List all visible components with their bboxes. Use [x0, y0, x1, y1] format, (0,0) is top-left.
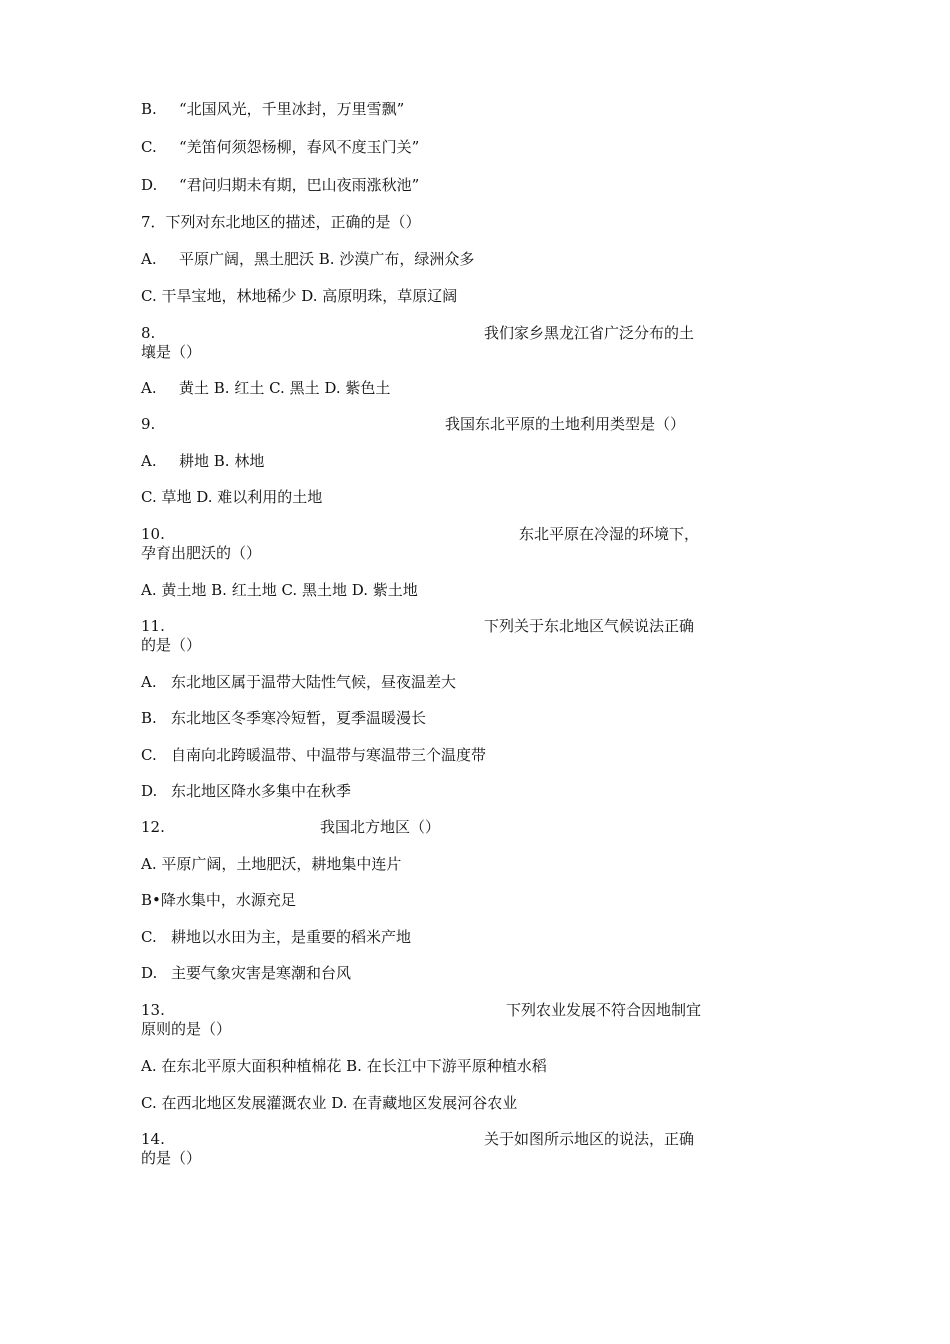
question-9-options-line2: C. 草地 D. 难以利用的土地: [141, 488, 323, 506]
question-11-option-a: A. 东北地区属于温带大陆性气候，昼夜温差大: [141, 673, 457, 691]
option-d: D. “君问归期未有期，巴山夜雨涨秋池”: [141, 176, 420, 194]
question-11-option-b: B. 东北地区冬季寒冷短暂，夏季温暖漫长: [141, 709, 427, 727]
question-14-stem: 关于如图所示地区的说法，正确: [484, 1130, 695, 1148]
question-14-number: 14.: [141, 1130, 165, 1148]
question-12-stem: 我国北方地区（）: [320, 818, 441, 836]
question-8-stem: 我们家乡黑龙江省广泛分布的土: [484, 324, 695, 342]
question-7-options-line1: A. 平原广阔，黑土肥沃 B. 沙漠广布，绿洲众多: [141, 250, 475, 268]
question-9-number: 9.: [141, 415, 156, 433]
question-10-stem-cont: 孕育出肥沃的（）: [141, 544, 262, 562]
question-9-options-line1: A. 耕地 B. 林地: [141, 452, 265, 470]
question-10-stem: 东北平原在冷湿的环境下，: [519, 525, 700, 543]
question-8-number: 8.: [141, 324, 156, 342]
question-11-option-c: C. 自南向北跨暖温带、中温带与寒温带三个温度带: [141, 746, 487, 764]
question-12-option-d: D. 主要气象灾害是寒潮和台风: [141, 964, 352, 982]
question-13-number: 13.: [141, 1001, 165, 1019]
question-13-stem: 下列农业发展不符合因地制宜: [506, 1001, 702, 1019]
question-12-option-a: A. 平原广阔，土地肥沃，耕地集中连片: [141, 855, 402, 873]
question-12-number: 12.: [141, 818, 165, 836]
question-11-number: 11.: [141, 617, 165, 635]
question-11-option-d: D. 东北地区降水多集中在秋季: [141, 782, 352, 800]
question-10-number: 10.: [141, 525, 165, 543]
option-b: B. “北国风光，千里冰封，万里雪飘”: [141, 100, 405, 118]
question-10-options: A. 黄土地 B. 红土地 C. 黑土地 D. 紫土地: [141, 581, 418, 599]
question-13-stem-cont: 原则的是（）: [141, 1020, 232, 1038]
question-11-stem: 下列关于东北地区气候说法正确: [484, 617, 695, 635]
question-9-stem: 我国东北平原的土地利用类型是（）: [445, 415, 686, 433]
question-7-stem: 7．下列对东北地区的描述，正确的是（）: [141, 213, 421, 231]
question-11-stem-cont: 的是（）: [141, 636, 202, 654]
option-c: C. “羌笛何须怨杨柳，春风不度玉门关”: [141, 138, 420, 156]
question-7-options-line2: C. 干旱宝地，林地稀少 D. 高原明珠，草原辽阔: [141, 287, 458, 305]
question-13-options-line2: C. 在西北地区发展灌溉农业 D. 在青藏地区发展河谷农业: [141, 1094, 518, 1112]
question-12-option-c: C. 耕地以水田为主，是重要的稻米产地: [141, 928, 412, 946]
question-8-options: A. 黄土 B. 红土 C. 黑土 D. 紫色土: [141, 379, 391, 397]
question-8-stem-cont: 壤是（）: [141, 343, 202, 361]
question-14-stem-cont: 的是（）: [141, 1149, 202, 1167]
question-12-option-b: B•降水集中，水源充足: [141, 891, 296, 909]
question-13-options-line1: A. 在东北平原大面积种植棉花 B. 在长江中下游平原种植水稻: [141, 1057, 547, 1075]
